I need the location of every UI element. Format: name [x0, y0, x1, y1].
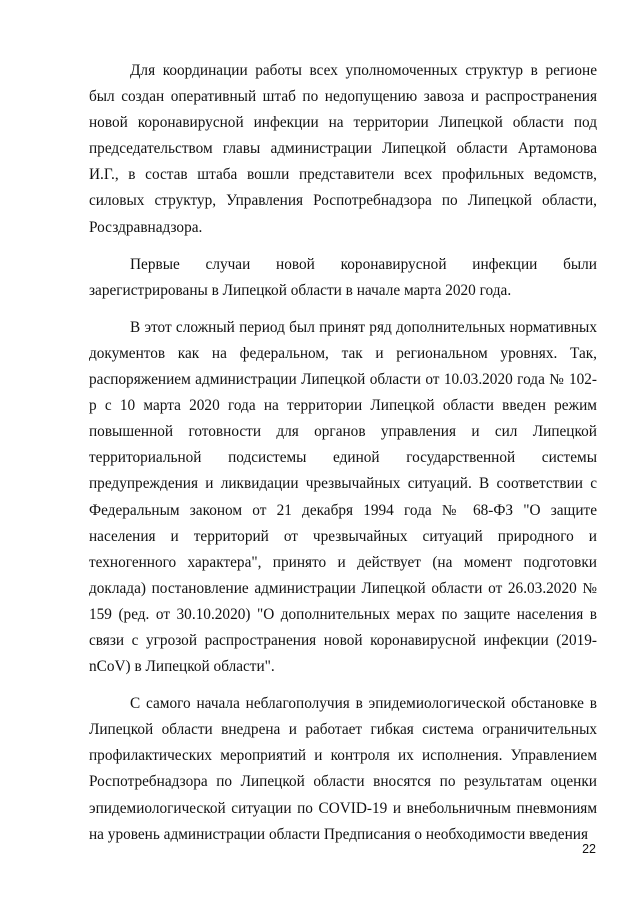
paragraph-regulatory-documents: В этот сложный период был принят ряд дополнительных нормативных документов как на федеральном, так и региональном уровнях. Так, распоряжением администрации Липецкой области от 10.03.2020 года № 102-р с 10 марта 2020 года на территории Липецкой области введен режим повышенной готовности для органов управления и сил Липецкой территориальной подсистемы единой государственной системы предупреждения и ликвидации чрезвычайных ситуаций. В соответствии с Федеральным законом от 21 декабря 1994 года № 68-ФЗ "О защите населения и территорий от чрезвычайных ситуаций природного и техногенного характера", принято и действует (на момент подготовки доклада) постановление администрации Липецкой области от 26.03.2020 № 159 (ред. от 30.10.2020) "О дополнительных мерах по защите населения в связи с угрозой распространения новой коронавирусной инфекции (2019-nCoV) в Липецкой области". [89, 318, 597, 676]
body-text [89, 58, 597, 859]
paragraph-restrictive-measures: С самого начала неблагополучия в эпидемиологической обстановке в Липецкой области внедрена и работает гибкая система ограничительных профилактических мероприятий и контроля их исполнения. Управлением Роспотребнадзора по Липецкой области вносятся по результатам оценки эпидемиологической ситуации по COVID-19 и внебольничным пневмониям на уровень администрации области Предписания о необходимости введения [89, 695, 597, 843]
paragraph-coordination-headquarters: Для координации работы всех уполномоченных структур в регионе был создан оперативный штаб по недопущению завоза и распространения новой коронавирусной инфекции на территории Липецкой области под председательством главы администрации Липецкой области Артамонова И.Г., в состав штаба вошли представители всех профильных ведомств, силовых структур, Управления Роспотребнадзора по Липецкой области, Росздравнадзора. [89, 62, 597, 236]
paragraph-first-cases: Первые случаи новой коронавирусной инфекции были зарегистрированы в Липецкой области в начале марта 2020 года. [89, 255, 597, 299]
page-number: 22 [582, 842, 596, 856]
